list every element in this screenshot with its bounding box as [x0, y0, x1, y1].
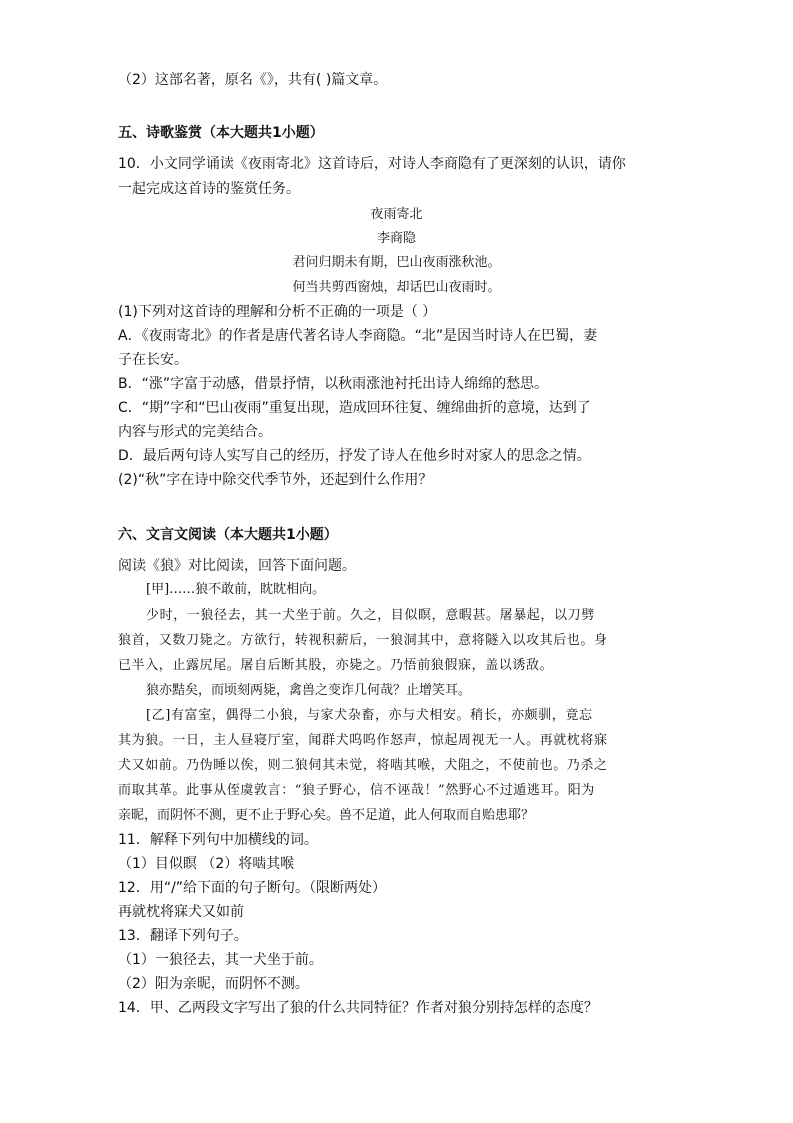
- question-13-item-2: （2）阳为亲昵，而阴怀不测。: [118, 976, 309, 992]
- poem-author: 李商隐: [376, 231, 416, 246]
- passage-jia-line-2: 少时，一狼径去，其一犬坐于前。久之，目似瞑，意暇甚。屠暴起，以刀劈: [146, 608, 595, 623]
- poem-line-1: 君问归期未有期，巴山夜雨涨秋池。: [292, 255, 501, 270]
- reading-intro: 阅读《狼》对比阅读，回答下面问题。: [118, 558, 356, 574]
- passage-yi-line-4: 而取其革。此事从侄虞敦言：“狼子野心，信不诬哉！”然野心不过遁逃耳。阳为: [118, 783, 595, 798]
- passage-yi-line-2: 其为狼。一日，主人昼寝厅室，闻群犬呜呜作怒声，惊起周视无一人。再就枕将寐: [118, 733, 608, 748]
- question-14: 14．甲、乙两段文字写出了狼的什么共同特征？作者对狼分别持怎样的态度？: [118, 1000, 598, 1016]
- passage-jia-line-3: 狼首，又数刀毙之。方欲行，转视积薪后，一狼洞其中，意将隧入以攻其后也。身: [118, 633, 608, 648]
- question-10-sub-1: (1)下列对这首诗的理解和分析不正确的一项是（ ）: [118, 304, 437, 320]
- passage-yi-line-1: [乙]有富室，偶得二小狼，与家犬杂畜，亦与犬相安。稍长，亦颇驯，竟忘: [146, 708, 593, 723]
- question-13: 13．翻译下列句子。: [118, 928, 248, 944]
- option-c-line-2: 内容与形式的完美结合。: [118, 424, 272, 440]
- question-11: 11．解释下列句中加横线的词。: [118, 832, 318, 848]
- option-a-line-2: 子在长安。: [118, 352, 188, 368]
- passage-yi-line-3: 犬又如前。乃伪睡以俟，则二狼伺其未觉，将啮其喉，犬阻之，不使前也。乃杀之: [118, 758, 608, 773]
- option-b: B．“涨”字富于动感，借景抒情，以秋雨涨池衬托出诗人绵绵的愁思。: [118, 376, 549, 392]
- passage-jia-line-4: 已半入，止露尻尾。屠自后断其股，亦毙之。乃悟前狼假寐，盖以诱敌。: [118, 658, 554, 673]
- section-5-heading: 五、诗歌鉴赏（本大题共1小题）: [118, 125, 324, 141]
- passage-yi-line-5: 亲昵，而阴怀不测，更不止于野心矣。兽不足道，此人何取而自贻患耶？: [118, 808, 535, 823]
- question-12-sentence: 再就枕将寐犬又如前: [118, 904, 244, 920]
- option-a-line-1: A．《夜雨寄北》的作者是唐代著名诗人李商隐。“北”是因当时诗人在巴蜀，妻: [118, 328, 598, 344]
- passage-jia-line-5: 狼亦黠矣，而顷刻两毙，禽兽之变诈几何哉？止增笑耳。: [146, 683, 472, 698]
- poem-title: 夜雨寄北: [370, 207, 423, 222]
- poem-line-2: 何当共剪西窗烛，却话巴山夜雨时。: [292, 280, 501, 295]
- question-13-item-1: （1）一狼径去，其一犬坐于前。: [118, 952, 323, 968]
- question-11-items: （1）目似瞑 （2）将啮其喉: [118, 856, 295, 872]
- question-12: 12．用“/”给下面的句子断句。（限断两处）: [118, 880, 387, 896]
- question-10-line-2: 一起完成这首诗的鉴赏任务。: [118, 181, 300, 197]
- question-9-part-2: （2）这部名著，原名《》，共有( )篇文章。: [118, 72, 388, 88]
- option-d: D．最后两句诗人实写自己的经历，抒发了诗人在他乡时对家人的思念之情。: [118, 448, 591, 464]
- passage-jia-line-1: [甲]……狼不敢前，眈眈相向。: [146, 582, 326, 597]
- question-10-sub-2: (2)“秋”字在诗中除交代季节外，还起到什么作用？: [118, 472, 433, 488]
- option-c-line-1: C．“期”字和“巴山夜雨”重复出现，造成回环往复、缠绵曲折的意境，达到了: [118, 400, 591, 416]
- section-6-heading: 六、文言文阅读（本大题共1小题）: [118, 527, 338, 543]
- question-10-line-1: 10．小文同学诵读《夜雨寄北》这首诗后，对诗人李商隐有了更深刻的认识，请你: [118, 156, 626, 172]
